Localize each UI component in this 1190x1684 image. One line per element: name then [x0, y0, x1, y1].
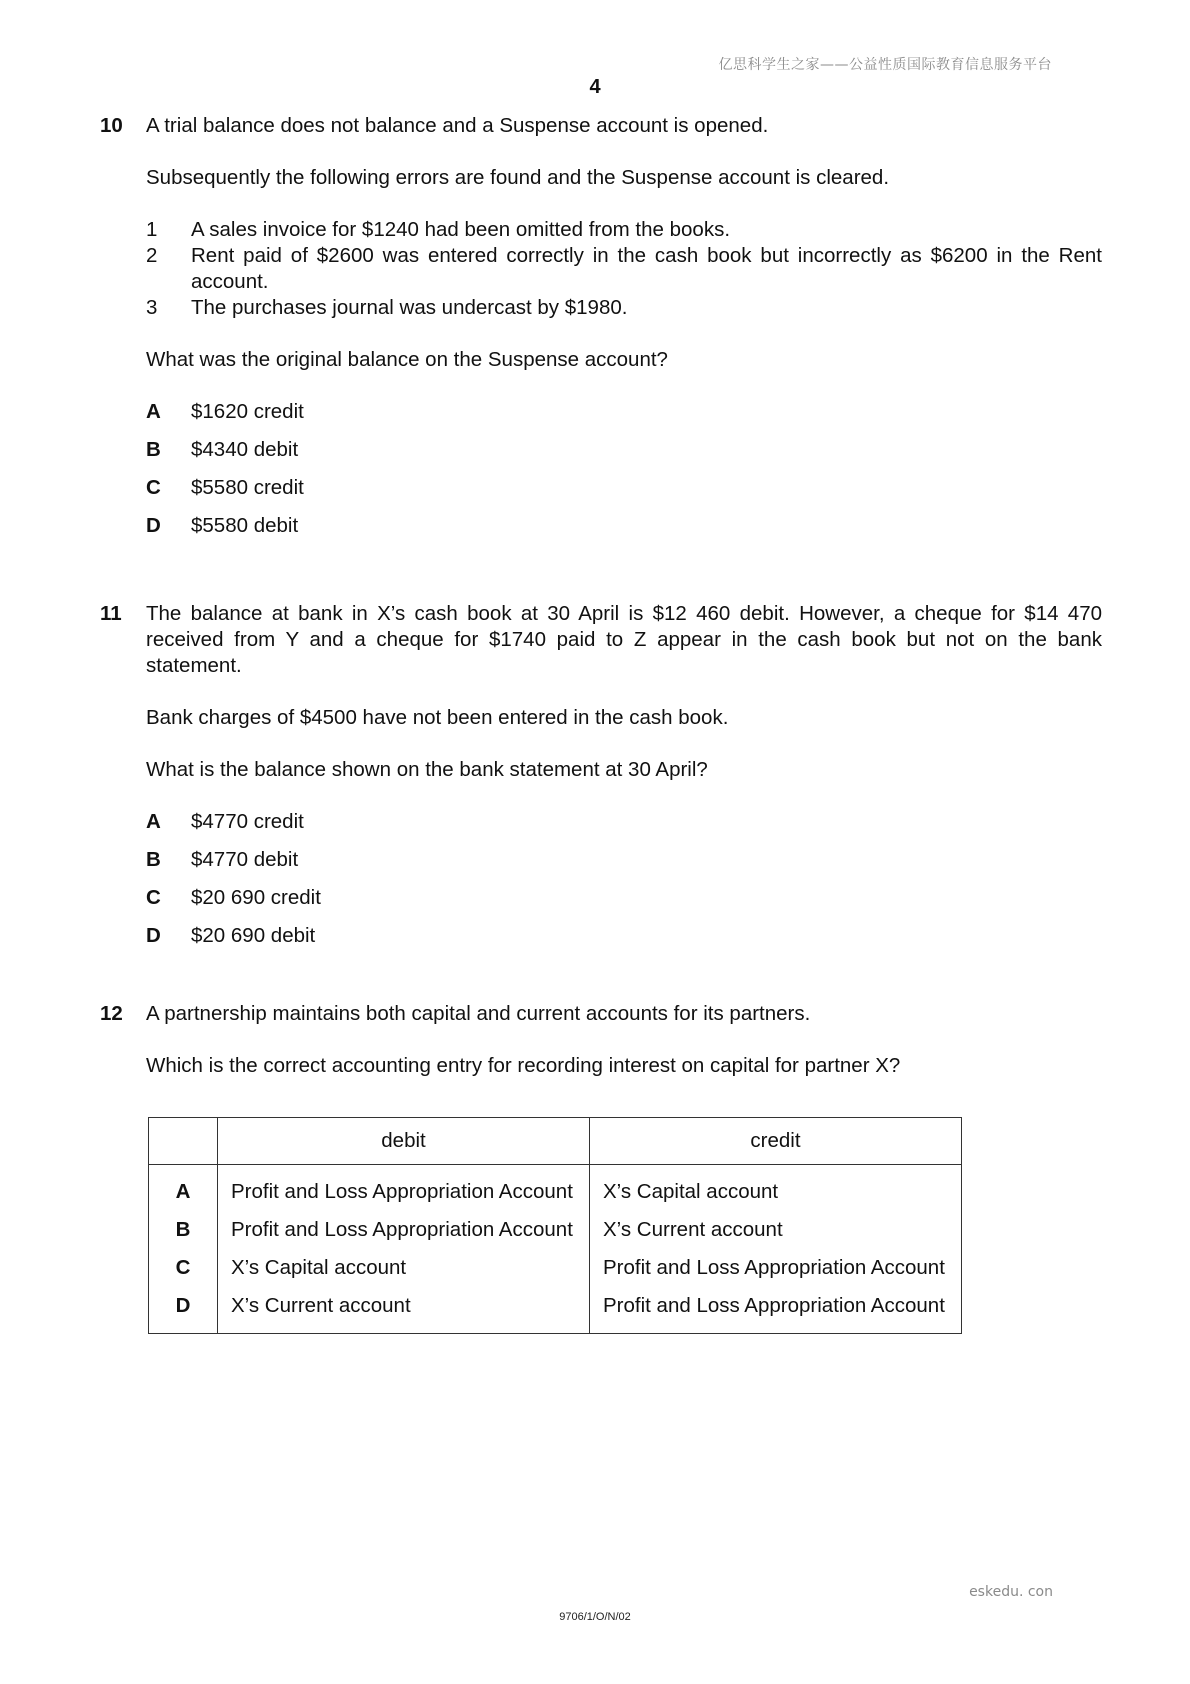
table-header-blank	[149, 1118, 218, 1165]
table-row[interactable]	[149, 1211, 962, 1249]
watermark-text: 亿思科学生之家——公益性质国际教育信息服务平台	[718, 57, 1052, 73]
option-text: $4340 debit	[191, 438, 299, 461]
answer-option[interactable]	[146, 885, 1102, 923]
question-text: Subsequently the following errors are found and the Suspense account is cleared.	[146, 166, 890, 189]
table-header-credit: credit	[590, 1118, 962, 1165]
credit-cell: Profit and Loss Appropriation Account	[590, 1249, 962, 1287]
question-text: Bank charges of $4500 have not been entered in the cash book.	[146, 706, 729, 729]
question-intro: A trial balance does not balance and a Suspense account is opened.	[146, 114, 769, 137]
question-number: 10	[100, 114, 123, 137]
paper-code: 9706/1/O/N/02	[559, 1611, 631, 1623]
answer-option[interactable]	[146, 475, 1102, 513]
item-text: The purchases journal was undercast by $1980.	[191, 296, 628, 319]
table-row[interactable]	[149, 1287, 962, 1334]
debit-cell: Profit and Loss Appropriation Account	[218, 1211, 590, 1249]
answer-option[interactable]	[146, 437, 1102, 475]
site-watermark: eskedu. con	[969, 1584, 1053, 1600]
question-prompt: What was the original balance on the Suspense account?	[146, 348, 668, 371]
item-text: A sales invoice for $1240 had been omitted from the books.	[191, 218, 731, 241]
option-letter: B	[149, 1211, 218, 1249]
option-letter: A	[146, 810, 161, 833]
errors-list	[146, 217, 1102, 321]
option-letter: B	[146, 848, 161, 871]
credit-cell: X’s Capital account	[590, 1165, 962, 1212]
list-item	[146, 295, 1102, 321]
question-11	[100, 601, 1102, 961]
answer-option[interactable]	[146, 809, 1102, 847]
option-letter: C	[146, 886, 161, 909]
list-item	[146, 243, 1102, 295]
list-item	[146, 217, 1102, 243]
table-header-row	[149, 1118, 962, 1165]
item-text: Rent paid of $2600 was entered correctly in the cash book but incorrectly as $6200 in the Rent account.	[191, 244, 1102, 293]
option-letter: D	[146, 514, 161, 537]
option-text: $5580 credit	[191, 476, 304, 499]
option-letter: B	[146, 438, 161, 461]
answer-option[interactable]	[146, 399, 1102, 437]
debit-cell: X’s Current account	[218, 1287, 590, 1334]
table-row[interactable]	[149, 1249, 962, 1287]
answer-option[interactable]	[146, 923, 1102, 961]
answer-table	[148, 1117, 962, 1334]
item-number: 3	[146, 296, 158, 319]
table-row[interactable]	[149, 1165, 962, 1212]
question-12	[100, 1001, 1102, 1334]
debit-cell: Profit and Loss Appropriation Account	[218, 1165, 590, 1212]
credit-cell: X’s Current account	[590, 1211, 962, 1249]
option-text: $20 690 debit	[191, 924, 316, 947]
option-letter: A	[146, 400, 161, 423]
answer-option[interactable]	[146, 513, 1102, 551]
item-number: 2	[146, 244, 158, 267]
answer-option[interactable]	[146, 847, 1102, 885]
option-letter: A	[149, 1165, 218, 1212]
option-text: $1620 credit	[191, 400, 304, 423]
option-text: $4770 debit	[191, 848, 299, 871]
option-text: $4770 credit	[191, 810, 304, 833]
option-letter: C	[146, 476, 161, 499]
page-number: 4	[589, 76, 601, 98]
question-prompt: Which is the correct accounting entry for recording interest on capital for partner X?	[146, 1054, 901, 1077]
question-intro: The balance at bank in X’s cash book at 30 April is $12 460 debit. However, a cheque for $14 470 received from Y and a cheque for $1740 paid to Z appear in the cash book but not on the bank statement.	[146, 602, 1102, 677]
question-intro: A partnership maintains both capital and current accounts for its partners.	[146, 1002, 811, 1025]
credit-cell: Profit and Loss Appropriation Account	[590, 1287, 962, 1334]
option-letter: D	[149, 1287, 218, 1334]
debit-cell: X’s Capital account	[218, 1249, 590, 1287]
item-number: 1	[146, 218, 158, 241]
option-text: $5580 debit	[191, 514, 299, 537]
question-10	[100, 113, 1102, 551]
option-letter: D	[146, 924, 161, 947]
option-letter: C	[149, 1249, 218, 1287]
answer-options	[146, 809, 1102, 961]
table-header-debit: debit	[218, 1118, 590, 1165]
option-text: $20 690 credit	[191, 886, 321, 909]
question-prompt: What is the balance shown on the bank statement at 30 April?	[146, 758, 708, 781]
question-number: 11	[100, 602, 122, 625]
question-number: 12	[100, 1002, 123, 1025]
answer-options	[146, 399, 1102, 551]
